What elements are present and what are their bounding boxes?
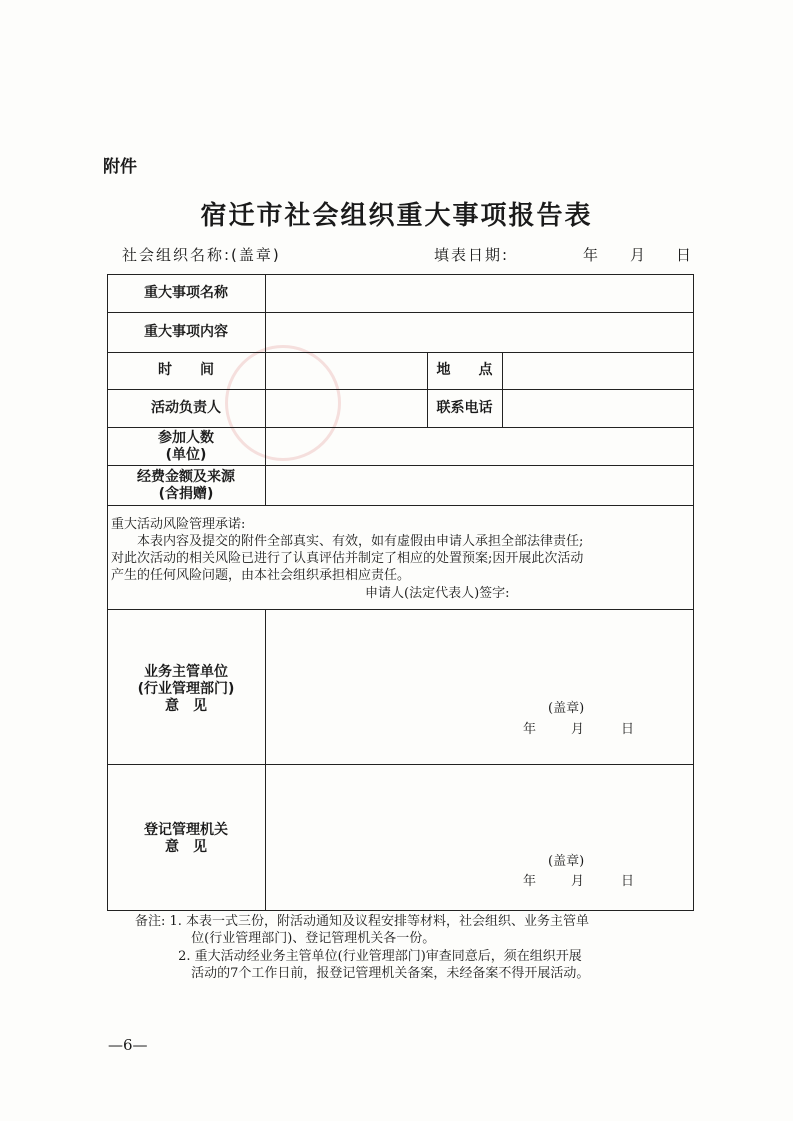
event-content-label: 重大事项内容: [144, 324, 228, 340]
registration-year: 年: [523, 874, 537, 889]
supervisor-label: 业务主管单位: [144, 664, 228, 680]
notes-line: 2. 重大活动经业务主管单位(行业管理部门)审查同意后，须在组织开展: [135, 949, 582, 964]
registration-day: 日: [621, 874, 635, 889]
notes-line: 备注: 1. 本表一式三份，附活动通知及议程安排等材料，社会组织、业务主管单: [135, 914, 590, 929]
registration-month: 月: [571, 874, 585, 889]
event-name-label: 重大事项名称: [144, 285, 228, 301]
day-label: 日: [676, 246, 694, 264]
table-line: [107, 505, 694, 506]
table-line: [107, 427, 694, 428]
funds-donation-label: (含捐赠): [158, 486, 214, 502]
registration-seal-label: (盖章): [548, 854, 585, 869]
notes-line: 位(行业管理部门)、登记管理机关各一份。: [135, 931, 436, 946]
supervisor-dept-label: (行业管理部门): [137, 681, 235, 697]
time-label: 时 间: [158, 362, 214, 378]
fill-date-label: 填表日期:: [434, 246, 510, 264]
table-line: [107, 312, 694, 313]
registration-opinion-label: 意 见: [165, 839, 207, 855]
supervisor-opinion-label: 意 见: [165, 698, 207, 714]
attachment-label: 附件: [103, 157, 137, 177]
table-line: [107, 389, 694, 390]
org-name-label: 社会组织名称:(盖章): [122, 246, 281, 264]
commitment-heading: 重大活动风险管理承诺:: [111, 517, 246, 532]
table-line: [265, 609, 266, 910]
notes-line: 活动的7个工作日前，报登记管理机关备案，未经备案不得开展活动。: [135, 966, 590, 981]
place-label: 地 点: [436, 362, 493, 378]
table-line: [107, 764, 694, 765]
supervisor-month: 月: [571, 722, 585, 737]
supervisor-day: 日: [621, 722, 635, 737]
commitment-text: 本表内容及提交的附件全部真实、有效，如有虚假由申请人承担全部法律责任;: [111, 534, 584, 549]
participants-label: 参加人数: [158, 430, 214, 446]
phone-label: 联系电话: [436, 400, 493, 416]
table-line: [107, 609, 694, 610]
supervisor-year: 年: [523, 722, 537, 737]
commitment-text: 产生的任何风险问题，由本社会组织承担相应责任。: [111, 568, 411, 583]
table-line: [107, 910, 694, 911]
table-line: [265, 274, 266, 505]
funds-label: 经费金额及来源: [137, 469, 235, 485]
table-line: [107, 352, 694, 353]
page-number: —6—: [108, 1036, 148, 1054]
page-title: 宿迁市社会组织重大事项报告表: [200, 201, 593, 231]
month-label: 月: [630, 246, 648, 264]
person-in-charge-label: 活动负责人: [151, 400, 221, 416]
year-label: 年: [583, 246, 601, 264]
table-line: [107, 274, 694, 275]
supervisor-seal-label: (盖章): [548, 701, 585, 716]
table-line: [502, 352, 503, 427]
registration-label: 登记管理机关: [144, 822, 228, 838]
signature-label: 申请人(法定代表人)签字:: [365, 586, 510, 601]
commitment-text: 对此次活动的相关风险已进行了认真评估并制定了相应的处置预案;因开展此次活动: [111, 551, 584, 566]
table-line: [107, 465, 694, 466]
table-line: [693, 274, 694, 910]
participants-unit-label: (单位): [165, 447, 207, 463]
